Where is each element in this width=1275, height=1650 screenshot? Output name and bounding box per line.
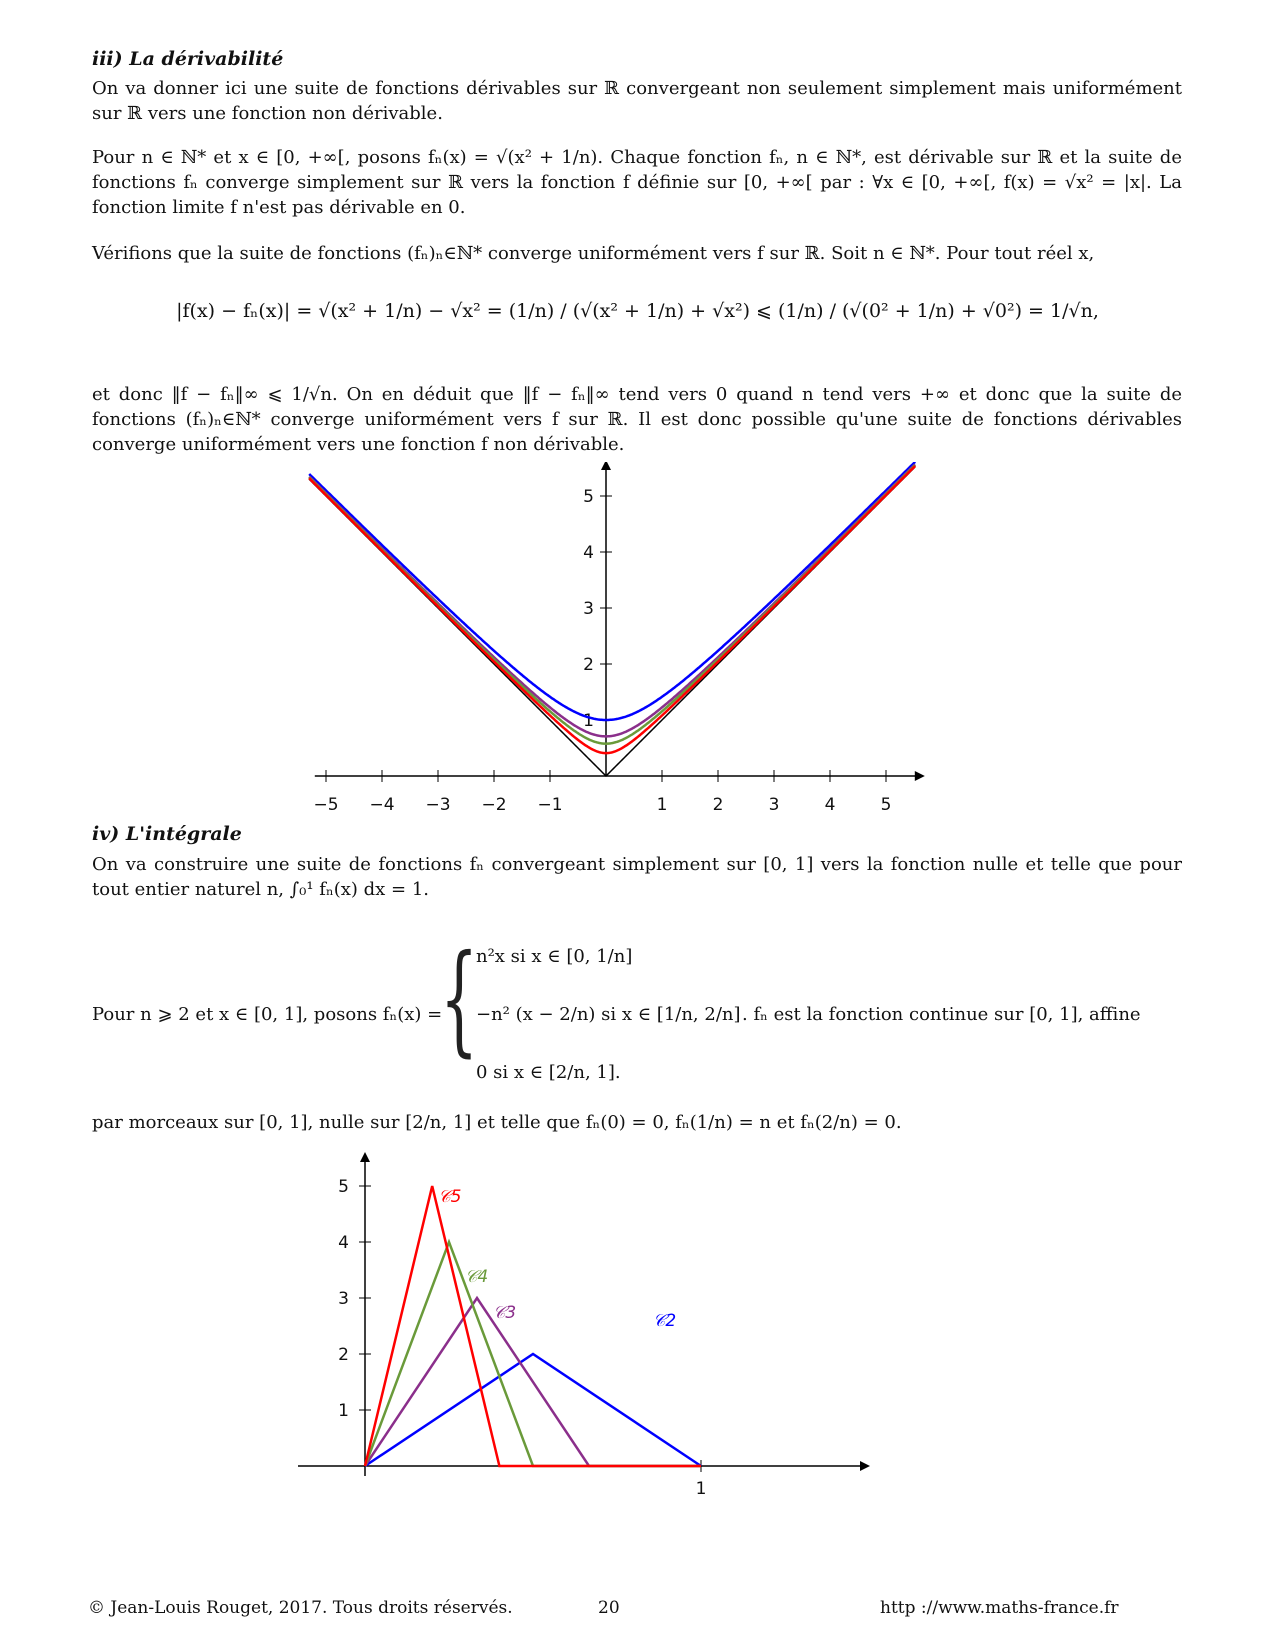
section-title-integrale: iv) L'intégrale <box>92 823 242 845</box>
footer-copyright: © Jean-Louis Rouget, 2017. Tous droits réservés. <box>88 1598 513 1618</box>
series-line-2 <box>365 1354 701 1466</box>
y-axis-arrow-icon <box>360 1152 370 1162</box>
series-line-fxx <box>309 467 915 776</box>
curve-label: 𝒞4 <box>465 1267 489 1287</box>
equation-uniform-bound: |f(x) − fₙ(x)| = √(x² + 1/n) − √x² = (1/n) / (√(x² + 1/n) + √x²) ⩽ (1/n) / (√(0² + 1/n) + √0²) = 1/√n, <box>176 300 1099 322</box>
y-tick-label: 1 <box>338 1401 349 1421</box>
definition-prefix: Pour n ⩾ 2 et x ∈ [0, 1], posons fₙ(x) = <box>92 1004 443 1025</box>
paragraph-intro-integrale: On va construire une suite de fonctions fₙ convergeant simplement sur [0, 1] vers la fonction nulle et telle que pour tout entier naturel n, ∫₀¹ fₙ(x) dx = 1. <box>92 854 1182 900</box>
footer-url[interactable]: http ://www.maths-france.fr <box>880 1598 1119 1618</box>
y-tick-label: 5 <box>338 1177 349 1197</box>
chart-triangle-functions <box>290 1150 890 1505</box>
paragraph-conclusion-integrale: par morceaux sur [0, 1], nulle sur [2/n, 1] et telle que fₙ(0) = 0, fₙ(1/n) = n et fₙ(2/n) = 0. <box>92 1112 902 1133</box>
curve-label: 𝒞3 <box>492 1303 517 1323</box>
y-tick-label: 2 <box>583 655 594 675</box>
series-line-f1 <box>309 462 915 720</box>
y-axis-arrow-icon <box>601 462 611 470</box>
x-tick-label: 2 <box>712 795 724 815</box>
chart-sqrt-functions <box>280 462 940 822</box>
curve-label: 𝒞5 <box>438 1187 462 1207</box>
x-tick-label: −5 <box>313 795 339 815</box>
y-tick-label: 3 <box>583 599 594 619</box>
definition-suffix: . fₙ est la fonction continue sur [0, 1], affine <box>742 1004 1141 1025</box>
x-tick-label: −3 <box>425 795 451 815</box>
x-tick-label: −1 <box>537 795 563 815</box>
y-tick-label: 3 <box>338 1289 349 1309</box>
brace-icon: { <box>440 930 479 1069</box>
x-tick-label: −2 <box>481 795 507 815</box>
y-tick-label: 4 <box>338 1233 349 1253</box>
y-tick-label: 1 <box>583 711 594 731</box>
series-line-f2 <box>309 464 915 736</box>
y-tick-label: 4 <box>583 543 594 563</box>
y-tick-label: 5 <box>583 487 594 507</box>
y-tick-label: 2 <box>338 1345 349 1365</box>
case-zero: 0 si x ∈ [2/n, 1]. <box>476 1062 621 1083</box>
x-tick-label: 1 <box>695 1479 707 1499</box>
x-tick-label: 4 <box>824 795 836 815</box>
paragraph-definition-fn: Pour n ∈ ℕ* et x ∈ [0, +∞[, posons fₙ(x) = √(x² + 1/n). Chaque fonction fₙ, n ∈ ℕ*, est dérivable sur ℝ et la suite de fonctions fₙ converge simplement sur ℝ vers la fonction f définie sur [0, +∞[ par : ∀x ∈ [0, +∞[, f(x) = √x² = |x|. La fonction limite f n'est pas dérivable en 0. <box>92 147 1182 218</box>
x-tick-label: −4 <box>369 795 395 815</box>
x-tick-label: 1 <box>656 795 668 815</box>
curve-label: 𝒞2 <box>653 1311 677 1331</box>
series-line-5 <box>365 1186 701 1466</box>
case-decreasing: −n² (x − 2/n) si x ∈ [1/n, 2/n] <box>476 1004 741 1025</box>
series-line-f3 <box>309 465 915 744</box>
x-axis-arrow-icon <box>860 1461 870 1471</box>
paragraph-intro-derivabilite: On va donner ici une suite de fonctions dérivables sur ℝ convergeant non seulement simplement mais uniformément sur ℝ vers une fonction non dérivable. <box>92 78 1182 124</box>
section-title-derivabilite: iii) La dérivabilité <box>92 48 284 70</box>
paragraph-verification: Vérifions que la suite de fonctions (fₙ)ₙ∈ℕ* converge uniformément vers f sur ℝ. Soit n ∈ ℕ*. Pour tout réel x, <box>92 243 1095 264</box>
x-axis-arrow-icon <box>915 771 925 781</box>
series-line-f6 <box>309 466 915 753</box>
paragraph-conclusion-derivabilite: et donc ‖f − fₙ‖∞ ⩽ 1/√n. On en déduit que ‖f − fₙ‖∞ tend vers 0 quand n tend vers +∞ et donc que la suite de fonctions (fₙ)ₙ∈ℕ* converge uniformément vers f sur ℝ. Il est donc possible qu'une suite de fonctions dérivables converge uniformément vers une fonction f non dérivable. <box>92 384 1182 455</box>
case-increasing: n²x si x ∈ [0, 1/n] <box>476 946 633 967</box>
x-tick-label: 3 <box>768 795 780 815</box>
footer-page-number: 20 <box>598 1598 620 1618</box>
x-tick-label: 5 <box>880 795 892 815</box>
series-line-3 <box>365 1298 701 1466</box>
